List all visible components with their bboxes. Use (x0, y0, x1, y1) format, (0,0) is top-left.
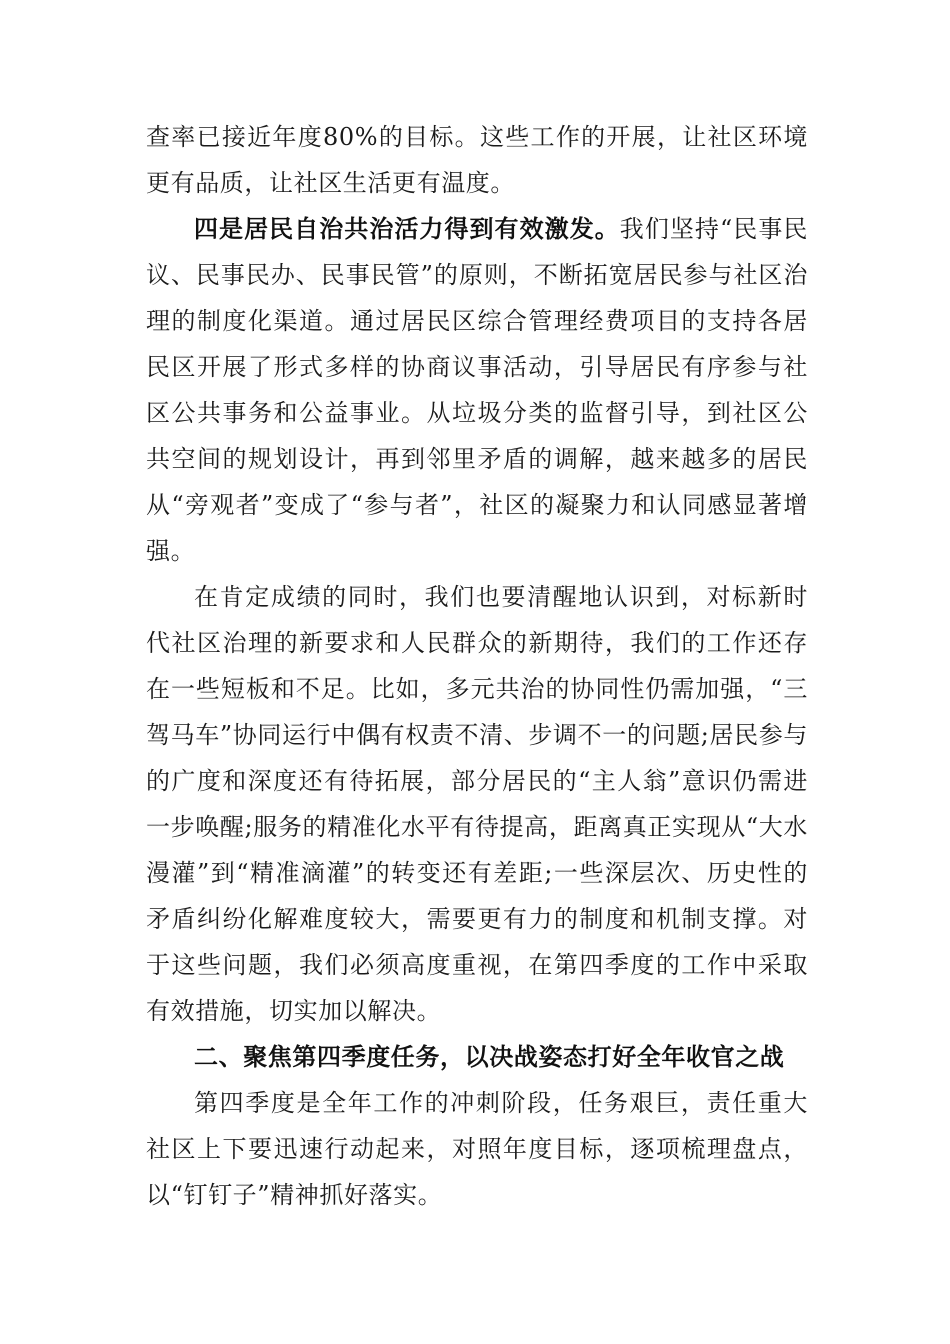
paragraph-body-text: 我们坚持“民事民议、民事民办、民事民管”的原则，不断拓宽居民参与社区治理的制度化渠道。通过居民区综合管理经费项目的支持各居民区开展了形式多样的协商议事活动，引导居民有序参与社区公共事务和公益事业。从垃圾分类的监督引导，到社区公共空间的规划设计，再到邻里矛盾的调解，越来越多的居民从“旁观者”变成了“参与者”，社区的凝聚力和认同感显著增强。 (146, 215, 808, 565)
paragraph-shortcomings: 在肯定成绩的同时，我们也要清醒地认识到，对标新时代社区治理的新要求和人民群众的新期待，我们的工作还存在一些短板和不足。比如，多元共治的协同性仍需加强，“三驾马车”协同运行中偶有权责不清、步调不一的问题;居民参与的广度和深度还有待拓展，部分居民的“主人翁”意识仍需进一步唤醒;服务的精准化水平有待提高，距离真正实现从“大水漫灌”到“精准滴灌”的转变还有差距;一些深层次、历史性的矛盾纠纷化解难度较大，需要更有力的制度和机制支撑。对于这些问题，我们必须高度重视，在第四季度的工作中采取有效措施，切实加以解决。 (146, 583, 808, 1025)
paragraph-lead-bold: 四是居民自治共治活力得到有效激发。 (194, 214, 620, 243)
paragraph-continued: 查率已接近年度80%的目标。这些工作的开展，让社区环境更有品质，让社区生活更有温度。 (146, 123, 808, 197)
paragraph-fourth-quarter: 第四季度是全年工作的冲刺阶段，任务艰巨，责任重大社区上下要迅速行动起来，对照年度目标，逐项梳理盘点，以“钉钉子”精神抓好落实。 (146, 1089, 808, 1209)
paragraph-resident-autonomy (146, 206, 808, 574)
document-body (146, 114, 808, 1218)
section-heading: 二、聚焦第四季度任务，以决战姿态打好全年收官之战 (194, 1042, 785, 1071)
